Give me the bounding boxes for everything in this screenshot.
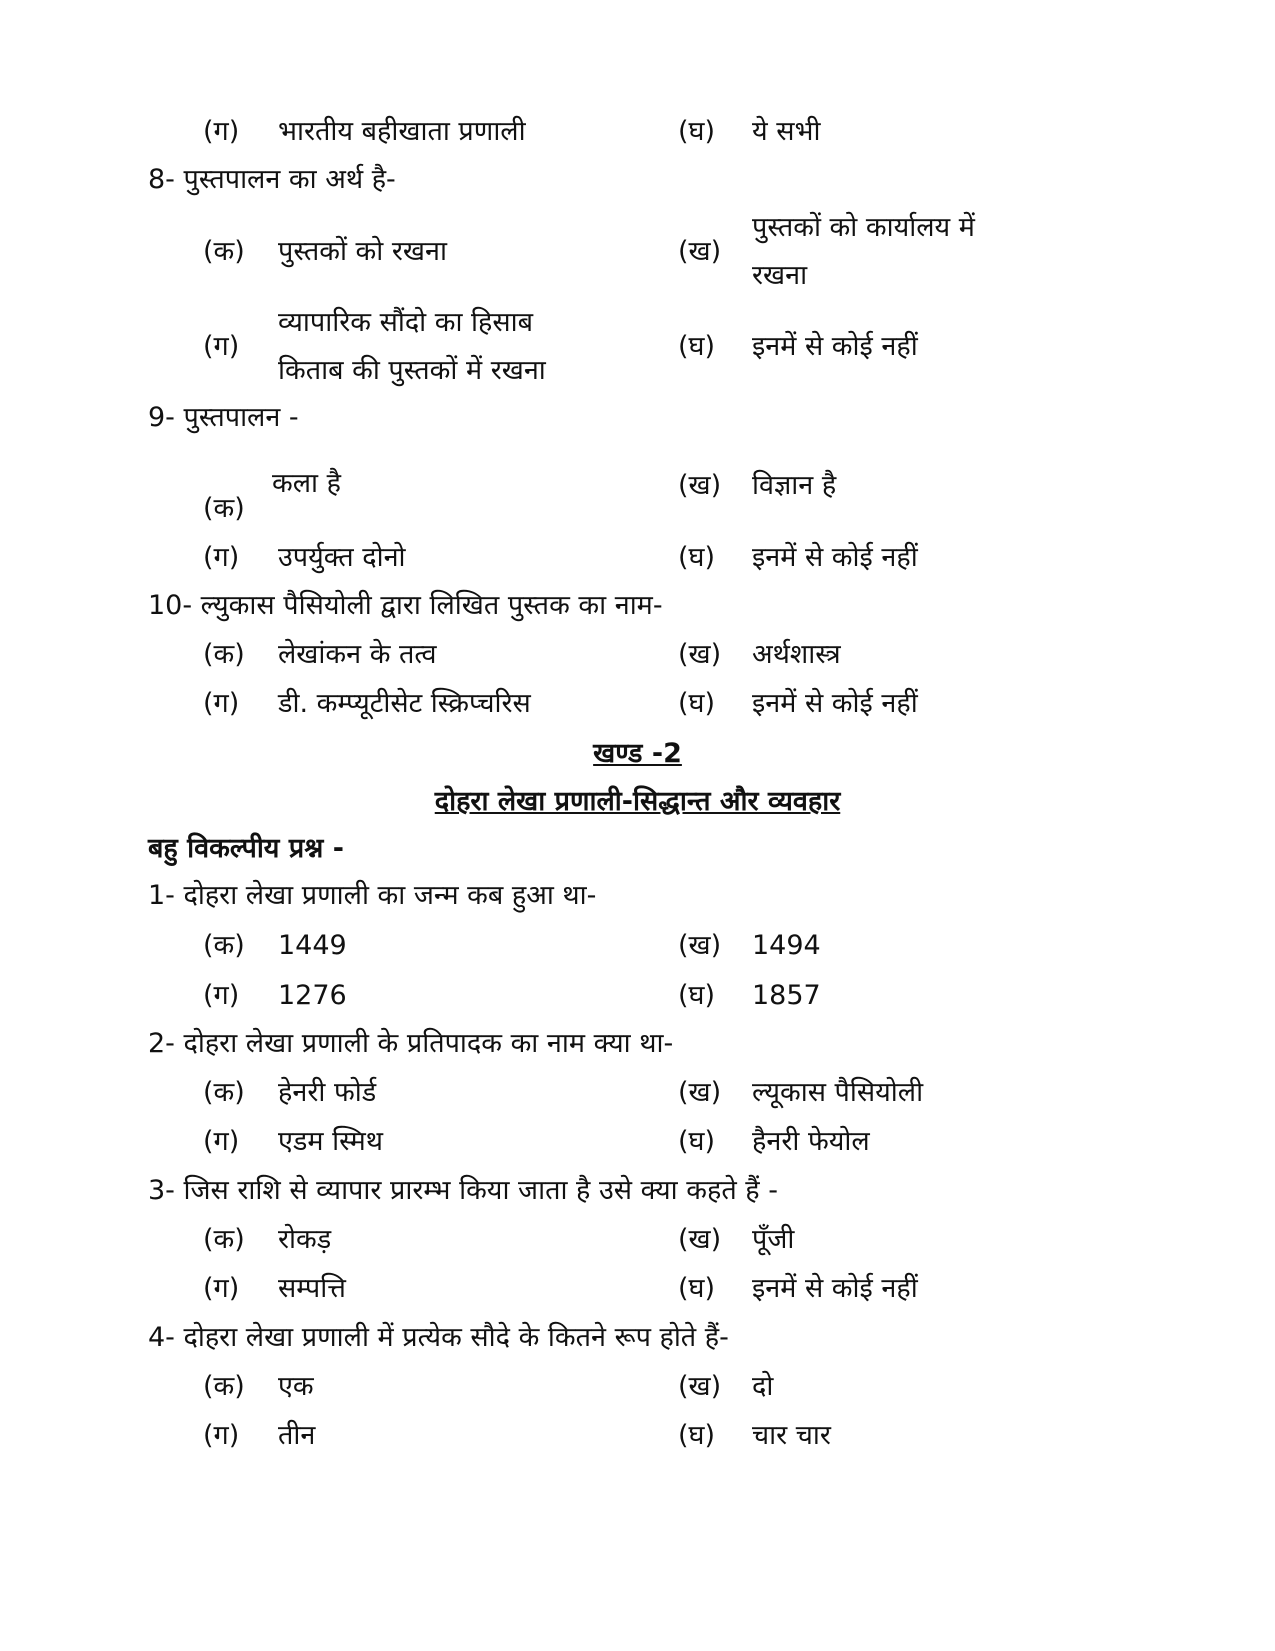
option-key-kh: (ख) [678, 639, 722, 670]
option-key-gh: (घ) [678, 331, 716, 362]
option-key-k: (क) [203, 1371, 245, 1402]
option-key-g: (ग) [203, 116, 240, 147]
question-s2-3: 3- जिस राशि से व्यापार प्रारम्भ किया जाता है उसे क्या कहते हैं - [148, 1175, 778, 1206]
option-text-g: सम्पत्ति [278, 1273, 346, 1304]
question-s2-2: 2- दोहरा लेखा प्रणाली के प्रतिपादक का नाम क्या था- [148, 1028, 674, 1059]
mcq-label: बहु विकल्पीय प्रश्न - [148, 833, 344, 864]
option-text-kh: विज्ञान है [752, 470, 837, 501]
option-key-kh: (ख) [678, 1077, 722, 1108]
option-text-g: एडम स्मिथ [278, 1126, 383, 1157]
option-text-gh: इनमें से कोई नहीं [752, 331, 918, 362]
option-text-kh-line1: पुस्तकों को कार्यालय में [752, 212, 975, 243]
option-text-kh: दो [752, 1371, 774, 1402]
option-key-gh: (घ) [678, 116, 716, 147]
option-key-k: (क) [203, 493, 245, 524]
option-key-kh: (ख) [678, 236, 722, 267]
option-text-gh: चार चार [752, 1420, 831, 1451]
option-text-k: हेनरी फोर्ड [278, 1077, 377, 1108]
option-text-kh: ल्यूकास पैसियोली [752, 1077, 924, 1108]
option-key-gh: (घ) [678, 1126, 716, 1157]
question-8: 8- पुस्तपालन का अर्थ है- [148, 164, 396, 195]
option-text-gh: हैनरी फेयोल [752, 1126, 870, 1157]
option-key-g: (ग) [203, 688, 240, 719]
option-text-k: कला है [272, 468, 341, 499]
option-text-g: भारतीय बहीखाता प्रणाली [278, 116, 526, 147]
option-key-gh: (घ) [678, 1273, 716, 1304]
option-text-g-line1: व्यापारिक सौंदो का हिसाब [278, 307, 534, 338]
option-key-gh: (घ) [678, 688, 716, 719]
option-text-gh: इनमें से कोई नहीं [752, 688, 918, 719]
section-title: खण्ड -2 [593, 738, 682, 769]
option-text-g-line2: किताब की पुस्तकों में रखना [278, 355, 546, 386]
question-10: 10- ल्युकास पैसियोली द्वारा लिखित पुस्तक का नाम- [148, 590, 663, 621]
section-subtitle: दोहरा लेखा प्रणाली-सिद्धान्त और व्यवहार [434, 786, 841, 817]
option-text-kh-line2: रखना [752, 260, 808, 291]
option-text-g: 1276 [278, 980, 347, 1011]
option-key-k: (क) [203, 930, 245, 961]
option-key-kh: (ख) [678, 930, 722, 961]
option-key-k: (क) [203, 1224, 245, 1255]
question-9: 9- पुस्तपालन - [148, 402, 299, 433]
option-key-g: (ग) [203, 1126, 240, 1157]
option-key-k: (क) [203, 236, 245, 267]
option-text-k: लेखांकन के तत्व [278, 639, 437, 670]
option-key-k: (क) [203, 1077, 245, 1108]
option-text-k: रोकड़ [278, 1224, 332, 1255]
option-key-k: (क) [203, 639, 245, 670]
option-text-k: पुस्तकों को रखना [278, 236, 447, 267]
option-key-gh: (घ) [678, 1420, 716, 1451]
option-text-gh: 1857 [752, 980, 821, 1011]
option-text-gh: ये सभी [752, 116, 821, 147]
option-key-g: (ग) [203, 1420, 240, 1451]
option-key-kh: (ख) [678, 470, 722, 501]
question-s2-4: 4- दोहरा लेखा प्रणाली में प्रत्येक सौदे के कितने रूप होते हैं- [148, 1322, 729, 1353]
option-key-g: (ग) [203, 542, 240, 573]
option-text-kh: पूँजी [752, 1224, 795, 1255]
option-text-gh: इनमें से कोई नहीं [752, 542, 918, 573]
option-text-g: तीन [278, 1420, 316, 1451]
option-text-g: डी. कम्प्यूटीसेट स्क्रिप्चरिस [278, 688, 531, 719]
question-s2-1: 1- दोहरा लेखा प्रणाली का जन्म कब हुआ था- [148, 880, 597, 911]
option-text-kh: 1494 [752, 930, 821, 961]
option-key-gh: (घ) [678, 980, 716, 1011]
option-text-k: एक [278, 1371, 314, 1402]
option-key-g: (ग) [203, 980, 240, 1011]
option-key-kh: (ख) [678, 1371, 722, 1402]
option-text-gh: इनमें से कोई नहीं [752, 1273, 918, 1304]
option-text-k: 1449 [278, 930, 347, 961]
option-text-g: उपर्युक्त दोनो [278, 542, 406, 573]
option-text-kh: अर्थशास्त्र [752, 639, 841, 670]
option-key-gh: (घ) [678, 542, 716, 573]
option-key-g: (ग) [203, 1273, 240, 1304]
option-key-g: (ग) [203, 331, 240, 362]
option-key-kh: (ख) [678, 1224, 722, 1255]
